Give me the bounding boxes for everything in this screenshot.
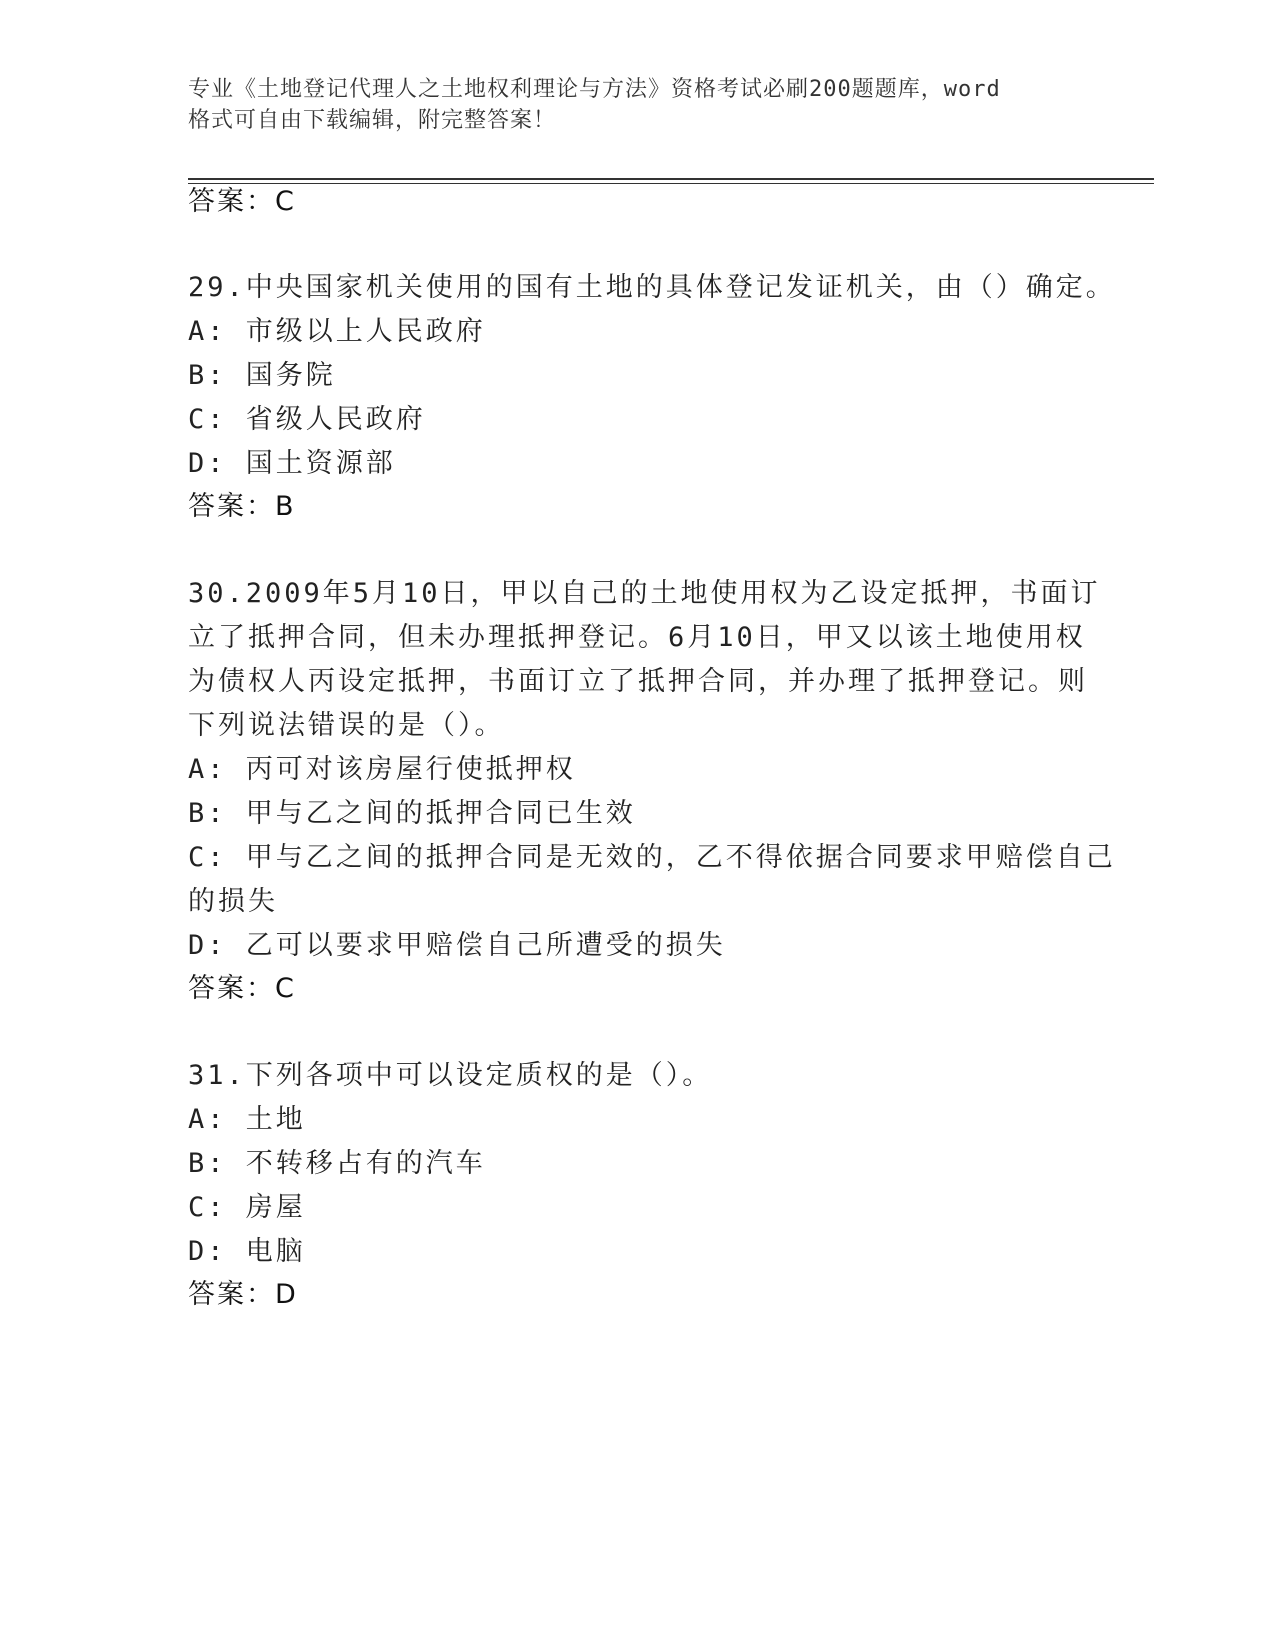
question-30-option-c-cont: 的损失 — [188, 886, 278, 917]
question-30-option-a: A: 丙可对该房屋行使抵押权 — [188, 754, 576, 785]
question-30-option-b: B: 甲与乙之间的抵押合同已生效 — [188, 798, 636, 829]
question-30-stem-line-1: 30.2009年5月10日，甲以自己的土地使用权为乙设定抵押，书面订 — [188, 578, 1101, 609]
previous-answer: 答案：C — [188, 186, 296, 217]
question-29-option-b: B: 国务院 — [188, 360, 336, 391]
question-30-stem-line-2: 立了抵押合同，但未办理抵押登记。6月10日，甲又以该土地使用权 — [188, 622, 1086, 653]
header-divider — [188, 178, 1154, 180]
question-29-option-a: A: 市级以上人民政府 — [188, 316, 486, 347]
document-header — [188, 74, 1068, 136]
question-29-option-d: D: 国土资源部 — [188, 448, 396, 479]
question-30-option-d: D: 乙可以要求甲赔偿自己所遭受的损失 — [188, 930, 726, 961]
question-29-stem: 29.中央国家机关使用的国有土地的具体登记发证机关，由（）确定。 — [188, 272, 1116, 303]
question-31-option-b: B: 不转移占有的汽车 — [188, 1148, 486, 1179]
question-29-answer: 答案：B — [188, 491, 296, 522]
question-31-answer: 答案：D — [188, 1279, 298, 1310]
question-29-option-c: C: 省级人民政府 — [188, 404, 426, 435]
header-divider-thin — [188, 183, 1154, 184]
question-30-stem-line-3: 为债权人丙设定抵押，书面订立了抵押合同，并办理了抵押登记。则 — [188, 666, 1088, 697]
question-31-option-a: A: 土地 — [188, 1104, 306, 1135]
question-31-stem: 31.下列各项中可以设定质权的是（）。 — [188, 1060, 713, 1091]
question-30-option-c: C: 甲与乙之间的抵押合同是无效的，乙不得依据合同要求甲赔偿自己 — [188, 842, 1116, 873]
header-line-2: 格式可自由下载编辑，附完整答案！ — [188, 108, 557, 133]
question-31-option-d: D: 电脑 — [188, 1236, 306, 1267]
question-30-answer: 答案：C — [188, 973, 296, 1004]
header-line-1: 专业《土地登记代理人之土地权利理论与方法》资格考试必刷200题题库，word — [188, 77, 1001, 102]
question-31-option-c: C: 房屋 — [188, 1192, 306, 1223]
question-30-stem-line-4: 下列说法错误的是（）。 — [188, 710, 505, 741]
